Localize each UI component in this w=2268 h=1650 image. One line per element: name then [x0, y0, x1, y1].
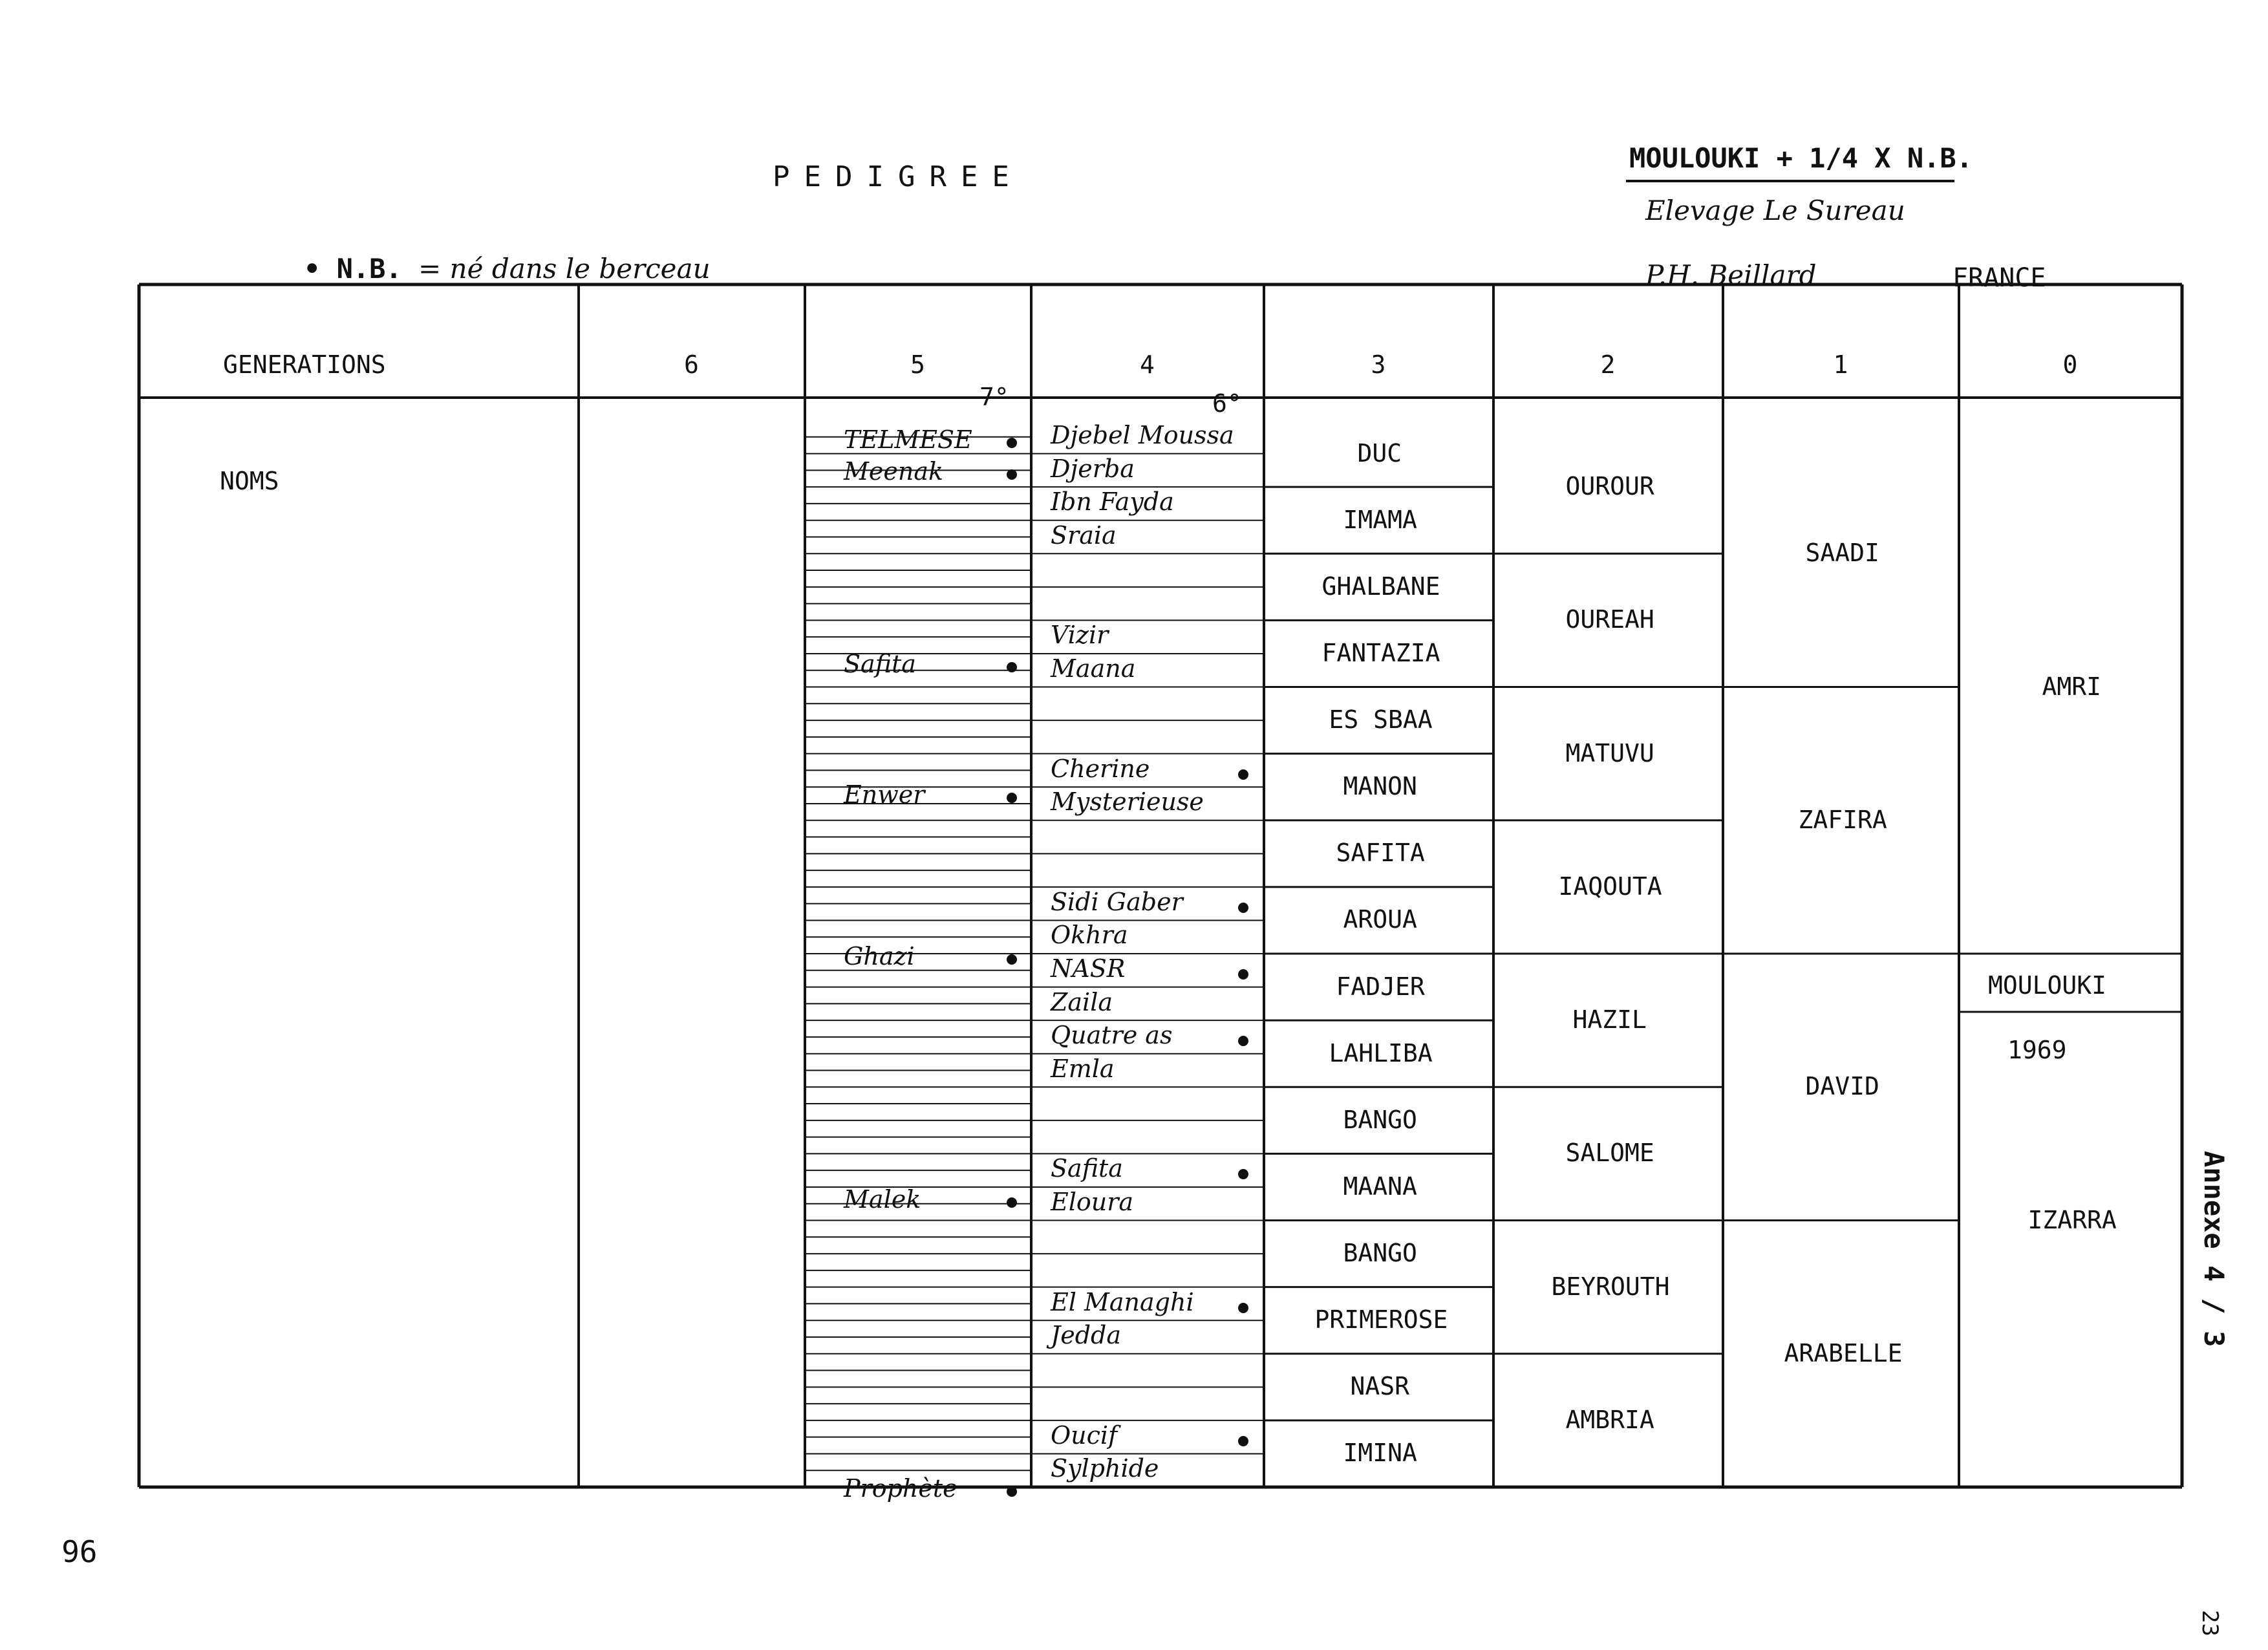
legend-symbol: • N.B. [304, 253, 402, 284]
page-number-right: 23 [2197, 1610, 2223, 1636]
gen5-name: Okhra [1051, 921, 1128, 950]
gen3-name: HAZIL [1572, 1005, 1647, 1034]
gen5-name: Cherine [1051, 754, 1150, 783]
gen5-name: El Managhi [1051, 1287, 1194, 1316]
gen6-name: Malek [844, 1185, 921, 1214]
gen4-name: DUC [1357, 438, 1402, 467]
gen5-subheader: 7° [979, 383, 1009, 411]
gen5-name: Mysterieuse [1051, 788, 1204, 817]
gen5-name: Zaila [1051, 987, 1113, 1016]
nb-dot [1238, 969, 1248, 980]
gen3-name: OUREAH [1565, 605, 1654, 634]
nb-dot [1007, 1486, 1017, 1497]
nb-dot [1007, 1197, 1017, 1208]
gen5-name: Jedda [1051, 1321, 1122, 1350]
nb-dot [1238, 903, 1248, 913]
nb-dot [1238, 1436, 1248, 1446]
nb-dot [1007, 438, 1017, 448]
gen4-name: BANGO [1343, 1105, 1417, 1134]
gen6-name: Meenak [844, 457, 944, 486]
gen2-name: SAADI [1805, 539, 1879, 568]
gen2-name: DAVID [1805, 1072, 1879, 1101]
gen-header-1: 1 [1833, 350, 1848, 379]
gen6-name: Prophète [844, 1474, 957, 1503]
gen1-name: AMRI [2042, 672, 2102, 701]
gen-header-2: 2 [1600, 350, 1616, 379]
page-number-left: 96 [61, 1533, 98, 1568]
gen3-name: IAQOUTA [1558, 872, 1662, 901]
gen2-name: ZAFIRA [1798, 805, 1887, 834]
gen4-name: ES SBAA [1329, 705, 1433, 734]
gen5-name: Oucif [1051, 1420, 1118, 1450]
gen4-name: LAHLIBA [1329, 1038, 1433, 1067]
gen4-name: PRIMEROSE [1314, 1305, 1448, 1334]
gen5-name: Maana [1051, 654, 1136, 683]
gen3-name: BEYROUTH [1551, 1272, 1670, 1301]
gen5-name: Eloura [1051, 1187, 1134, 1216]
breeder-country: FRANCE [1952, 263, 2046, 293]
gen4-name: BANGO [1343, 1239, 1417, 1268]
gen4-subheader: 6° [1212, 389, 1242, 418]
gen4-name: GHALBANE [1321, 572, 1440, 601]
gen4-name: SAFITA [1336, 839, 1425, 868]
gen2-name: ARABELLE [1784, 1338, 1903, 1367]
gen4-name: IMAMA [1343, 505, 1417, 534]
nb-dot [1007, 793, 1017, 803]
gen0-year: 1969 [2007, 1036, 2067, 1064]
gen6-name: Ghazi [844, 942, 915, 970]
gen5-name: Djerba [1051, 454, 1135, 483]
gen0-name: MOULOUKI [1988, 971, 2107, 1000]
gen5-name: Sylphide [1051, 1454, 1159, 1483]
gen5-name: NASR [1051, 954, 1126, 983]
gen6-name: Enwer [844, 780, 925, 809]
nb-dot [1007, 954, 1017, 965]
page-title: PEDIGREE [773, 160, 1023, 193]
gen5-name: Djebel Moussa [1051, 421, 1234, 449]
gen5-name: Safita [1051, 1154, 1123, 1183]
gen4-name: AROUA [1343, 905, 1417, 934]
gen6-name: Safita [844, 650, 916, 678]
nb-dot [1007, 469, 1017, 480]
gen4-name: FANTAZIA [1321, 638, 1440, 667]
gen5-name: Sraia [1051, 520, 1117, 550]
gen5-name: Emla [1051, 1054, 1115, 1083]
nb-dot [1238, 1036, 1248, 1046]
generations-label: GENERATIONS [223, 350, 386, 379]
gen-header-6: 6 [684, 350, 699, 379]
nb-dot [1238, 769, 1248, 780]
legend-text: = né dans le berceau [418, 253, 711, 284]
gen4-name: MANON [1343, 772, 1417, 801]
breeder-name: P.H. Beillard [1645, 259, 1817, 291]
annex-label: Annexe 4 / 3 [2198, 1151, 2230, 1347]
gen3-name: OUROUR [1565, 472, 1654, 501]
gen6-name: TELMESE [844, 425, 972, 454]
gen-header-4: 4 [1140, 350, 1155, 379]
gen3-name: SALOME [1565, 1139, 1654, 1168]
nb-dot [1238, 1303, 1248, 1313]
gen4-name: IMINA [1343, 1439, 1417, 1468]
gen-header-0: 0 [2062, 350, 2078, 379]
gen5-name: Quatre as [1051, 1021, 1173, 1050]
breeding-farm: Elevage Le Sureau [1645, 195, 1905, 226]
gen4-name: FADJER [1336, 972, 1425, 1001]
nb-dot [1007, 662, 1017, 672]
gen5-name: Ibn Fayda [1051, 488, 1174, 517]
cross-formula: MOULOUKI + 1/4 X N.B. [1629, 142, 1973, 174]
gen4-name: MAANA [1343, 1172, 1417, 1201]
gen1-name: IZARRA [2027, 1205, 2117, 1234]
gen5-name: Vizir [1051, 621, 1109, 650]
names-label: NOMS [220, 467, 279, 495]
gen-header-3: 3 [1371, 350, 1386, 379]
gen4-name: NASR [1350, 1372, 1410, 1401]
gen3-name: AMBRIA [1565, 1405, 1654, 1434]
gen3-name: MATUVU [1565, 738, 1654, 767]
gen-header-5: 5 [910, 350, 925, 379]
gen5-name: Sidi Gaber [1051, 887, 1183, 916]
